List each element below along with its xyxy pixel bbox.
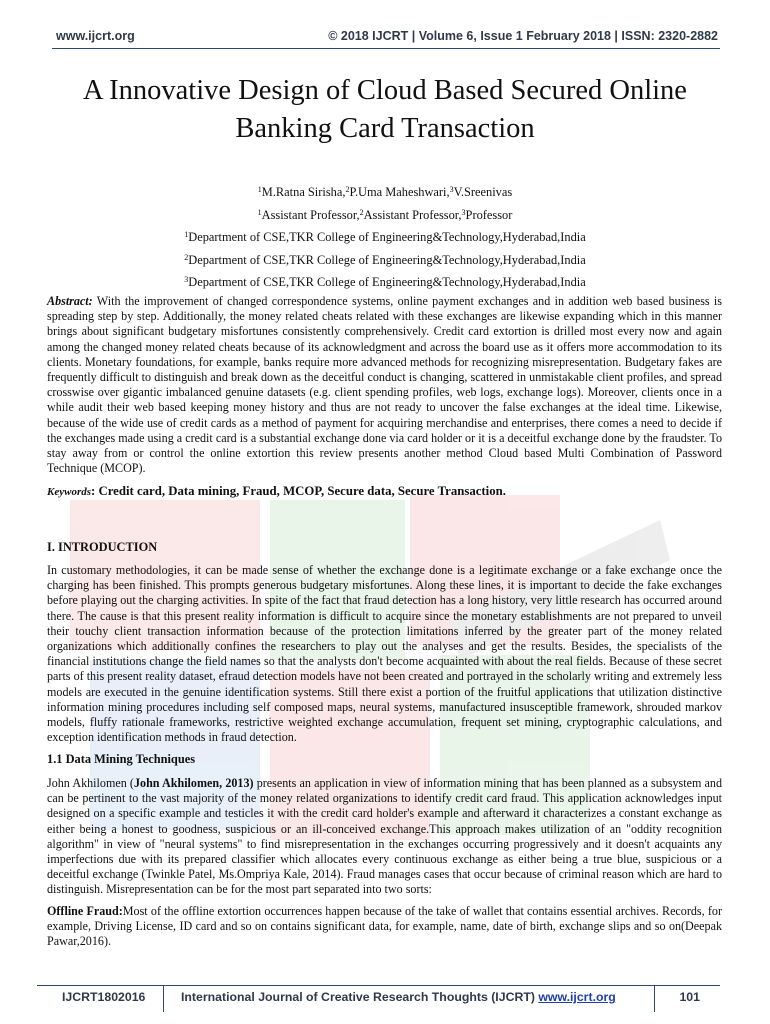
header-rule: [52, 48, 720, 49]
author-names: $^1$M.Ratna Sirisha,$^2$P.Uma Maheshwari,$^3$V.Sreenivas: [257, 185, 513, 199]
abstract: [47, 294, 722, 476]
running-header: [52, 29, 720, 47]
running-footer: [37, 986, 720, 1012]
header-citation: © 2018 IJCRT | Volume 6, Issue 1 February 2018 | ISSN: 2320-2882: [328, 29, 718, 43]
data-mining-paragraph: John Akhilomen (John Akhilomen, 2013) presents an application in view of information mining that has been planned as a subsystem and can be pertinent to the vast majority of the money related organizations to identify credit card fraud. This application acknowledges input designed on a specific example and testicles it with the credit card holder's example and afterward it characterizes a constant exchange as either being a honest to goodness, suspicious or an ill-conceived exchange.This approach makes utilization of an "oddity recognition algorithm" in view of "neural systems" to find misrepresentation in the exchanges occurring progressively and it doesn't acquaints any imperfections due with its prepared classifier which allocates every continuous exchange as either being a true blue, suspicious or a deceitful exchange (Twinkle Patel, Ms.Ompriya Kale, 2014). Fraud manages cases that occur because of criminal reason which are hard to distinguish. Misrepresentation can be for the most part separated into two sorts:: [47, 776, 723, 897]
abstract-label: Abstract:: [47, 294, 93, 308]
author-roles: $^1$Assistant Professor,$^2$Assistant Professor,$^3$Professor: [257, 207, 513, 222]
affiliation-3: $^3$Department of CSE,TKR College of Engineering&Technology,Hyderabad,India: [184, 275, 586, 289]
keywords: [47, 484, 722, 500]
author-block: [0, 180, 770, 293]
intro-paragraph: In customary methodologies, it can be made sense of whether the exchange done is a legitimate exchange or a fake exchange once the charging has been finished. This prompts generous budgetary misfortunes. Along these lines, it is important to decide the fake exchanges before playing out the charging activities. In spite of the fact that fraud detection has a long history, very little research has occurred around there. The cause is that this present reality information is difficult to acquire since the monetary establishments are not prepared to unveil their touchy client transaction information because of the protection limitations inferred by the greater part of the money related organizations which additionally confines the researchers to play out the analyses and get the results. Besides, the specialists of the financial institutions change the field names so that the analysts don't become acquainted with about the real fields. Because of these secret parts of this present reality dataset, efraud detection models have not been created and portrayed in the scholarly writing and extremely less models are executed in the genuine identification systems. Still there exist a portion of the fruitful applications that utilization distinctive information mining procedures including self composed maps, neural systems, manufactured insusceptible framework, shrouded markov models, fluffy rationale frameworks, restrictive weighted exchange accumulation, frequent set mining, cryptographic calculations, and exception identification methods in fraud detection.: [47, 563, 722, 745]
footer-link[interactable]: www.ijcrt.org: [538, 990, 616, 1004]
data-mining-heading: 1.1 Data Mining Techniques: [47, 752, 196, 766]
footer-page-number: 101: [679, 990, 700, 1004]
paper-title: [40, 72, 730, 148]
citation-bold: John Akhilomen, 2013): [133, 776, 254, 790]
footer-journal: International Journal of Creative Research Thoughts (IJCRT) www.ijcrt.org: [181, 990, 616, 1004]
footer-divider-left: [163, 986, 164, 1012]
footer-paper-id: IJCRT1802016: [62, 990, 146, 1004]
keywords-value: : Credit card, Data mining, Fraud, MCOP, Secure data, Secure Transaction.: [91, 484, 506, 498]
header-site: www.ijcrt.org: [56, 29, 135, 43]
keywords-label: Keywords: [47, 486, 91, 498]
title-line-2: Banking Card Transaction: [235, 113, 535, 144]
offline-fraud-paragraph: Offline Fraud:Most of the offline extortion occurrences happen because of the take of wallet that contains essential archives. Records, for example, Driving License, ID card and so on contains significant data, for example, name, date of birth, exchange slips and so on(Deepak Pawar,2016).: [47, 904, 722, 949]
affiliation-1: $^1$Department of CSE,TKR College of Engineering&Technology,Hyderabad,India: [184, 230, 586, 244]
affiliation-2: $^2$Department of CSE,TKR College of Engineering&Technology,Hyderabad,India: [184, 252, 586, 267]
title-line-1: A Innovative Design of Cloud Based Secured Online: [83, 75, 687, 106]
offline-fraud-label: Offline Fraud:: [47, 904, 123, 918]
abstract-text: With the improvement of changed correspondence systems, online payment exchanges and in addition web based business is spreading step by step. Additionally, the money related cheats related with these exchanges are likewise expanding which in this manner brings about significant budgetary misfortunes consistently comprehensively. Credit card extortion is drilled most every now and again among the changed money related cheats because of its acknowledgment and across the board use as it offers more accommodation to its clients. Monetary foundations, for example, banks require more advanced methods for recognizing misrepresentation. Budgetary fakes are frequently difficult to distinguish and break down as the deceitful conduct is changing, scattered in unmistakable client profiles, and spread crosswise over gigantic imbalanced genuine datasets (e.g. client spending profiles, web logs, exchange logs). Moreover, clients once in a while audit their web based keeping money history and thus are not ready to uncover the false exchanges at the ideal time. Likewise, because of the wide use of credit cards as a method of payment for acquiring merchandise and enterprises, there comes a need to decide if the exchanges made using a credit card is a substantial exchange done via card holder or it is a deceitful exchange done by the fraudster. To stay away from or control the online extortion this review presents another method Cloud based Multi Combination of Password Technique (MCOP).: [47, 294, 722, 476]
intro-heading: I. INTRODUCTION: [47, 540, 158, 554]
footer-divider-right: [654, 986, 655, 1012]
